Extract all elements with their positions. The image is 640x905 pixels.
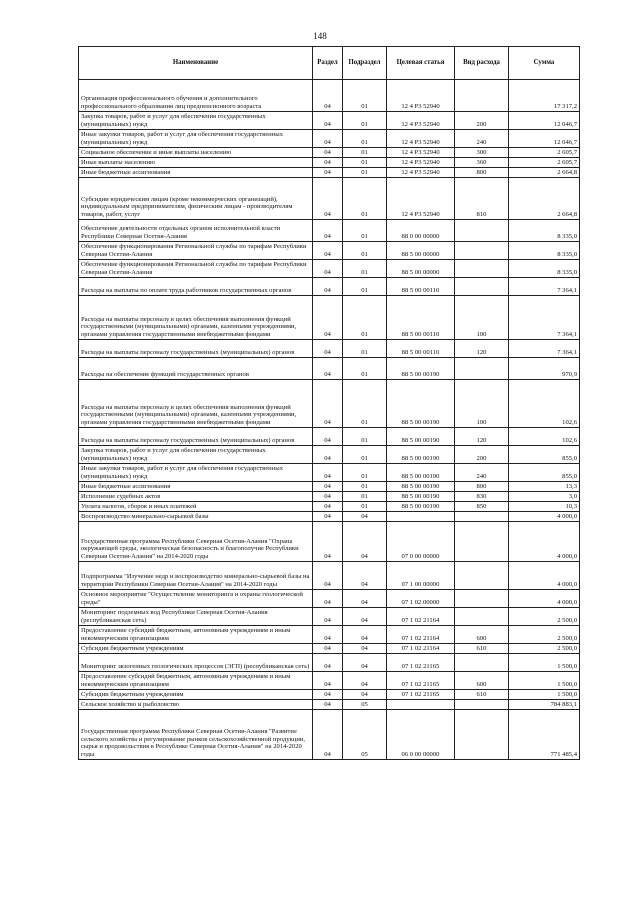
header-amount: Сумма [509,47,580,80]
row-target-article: 88 0 00 00000 [387,220,455,242]
row-target-article: 07 1 02 21165 [387,690,455,700]
row-section: 04 [313,522,343,562]
row-target-article: 88 5 00 00110 [387,340,455,358]
row-name: Мониторинг экзогенных геологических процессов (ЭГП) (республиканская сеть) [79,654,313,672]
row-target-article: 88 5 00 00000 [387,242,455,260]
table-row [79,112,580,130]
row-subsection: 01 [343,220,387,242]
row-subsection: 01 [343,178,387,220]
row-subsection: 01 [343,296,387,340]
row-amount: 4 000,0 [509,590,580,608]
row-section: 04 [313,492,343,502]
row-section: 04 [313,608,343,626]
row-target-article: 12 4 P3 52940 [387,148,455,158]
row-section: 04 [313,260,343,278]
row-section: 04 [313,428,343,446]
row-subsection: 01 [343,148,387,158]
row-subsection: 01 [343,112,387,130]
row-subsection: 01 [343,380,387,428]
row-target-article: 07 1 02 21165 [387,654,455,672]
row-target-article: 88 5 00 00110 [387,278,455,296]
row-amount: 1 500,0 [509,672,580,690]
row-name: Предоставление субсидий бюджетным, автономным учреждениям и иным некоммерческим организациям [79,626,313,644]
row-target-article: 07 0 00 00000 [387,522,455,562]
row-expense-type: 600 [455,626,509,644]
table-row [79,158,580,168]
row-amount: 784 883,1 [509,700,580,710]
table-header-row [79,47,580,80]
row-target-article: 07 1 02 21165 [387,672,455,690]
row-subsection: 04 [343,672,387,690]
table-row [79,130,580,148]
row-target-article: 07 1 02 21164 [387,626,455,644]
row-expense-type [455,512,509,522]
row-target-article: 88 5 00 00190 [387,482,455,492]
row-subsection: 01 [343,80,387,112]
row-expense-type [455,80,509,112]
row-name: Субсидии юридическим лицам (кроме некоммерческих организаций), индивидуальным предпринимателям, физическим лицам - производителям товаров, работ, услуг [79,178,313,220]
row-subsection: 04 [343,562,387,590]
row-subsection: 01 [343,278,387,296]
row-name: Обеспечение функционирования Региональной службы по тарифам Республики Северная Осетия-Алания [79,260,313,278]
row-amount: 2 500,0 [509,626,580,644]
row-section: 04 [313,512,343,522]
table-row [79,690,580,700]
row-expense-type [455,710,509,760]
table-row [79,358,580,380]
row-section: 04 [313,278,343,296]
row-name: Закупка товаров, работ и услуг для обеспечения государственных (муниципальных) нужд [79,446,313,464]
row-amount: 102,6 [509,380,580,428]
row-expense-type [455,590,509,608]
table-row [79,700,580,710]
row-expense-type: 830 [455,492,509,502]
row-target-article: 07 1 02 21164 [387,608,455,626]
row-target-article: 12 4 P3 52940 [387,158,455,168]
row-amount: 2 500,0 [509,608,580,626]
row-section: 04 [313,130,343,148]
row-subsection: 05 [343,700,387,710]
row-amount: 1 500,0 [509,690,580,700]
row-expense-type [455,608,509,626]
row-section: 04 [313,590,343,608]
table-row [79,260,580,278]
table-row [79,428,580,446]
row-subsection: 04 [343,522,387,562]
row-expense-type [455,358,509,380]
row-expense-type: 850 [455,502,509,512]
row-expense-type: 800 [455,168,509,178]
row-section: 04 [313,358,343,380]
row-name: Расходы на выплаты персоналу государственных (муниципальных) органов [79,340,313,358]
row-name: Иные бюджетные ассигнования [79,482,313,492]
table-row [79,278,580,296]
row-name: Иные выплаты населению [79,158,313,168]
row-subsection: 01 [343,464,387,482]
row-section: 04 [313,690,343,700]
row-name: Основное мероприятие "Осуществление мониторинга и охраны геологической среды" [79,590,313,608]
header-name: Наименование [79,47,313,80]
row-section: 04 [313,380,343,428]
row-amount: 3,0 [509,492,580,502]
row-section: 04 [313,654,343,672]
row-amount: 7 364,1 [509,296,580,340]
row-target-article: 07 1 02 00000 [387,590,455,608]
row-amount: 970,9 [509,358,580,380]
header-expense-type: Вид расхода [455,47,509,80]
row-section: 04 [313,502,343,512]
table-row [79,148,580,158]
table-row [79,522,580,562]
row-subsection: 04 [343,654,387,672]
row-target-article: 07 1 00 00000 [387,562,455,590]
row-amount: 13,3 [509,482,580,492]
row-target-article: 12 4 P3 52940 [387,130,455,148]
row-expense-type: 300 [455,148,509,158]
row-target-article: 88 5 00 00190 [387,358,455,380]
table-body [79,80,580,760]
row-name: Расходы на обеспечение функций государственных органов [79,358,313,380]
row-section: 04 [313,340,343,358]
row-expense-type [455,654,509,672]
row-subsection: 01 [343,502,387,512]
row-expense-type: 800 [455,482,509,492]
row-section: 04 [313,644,343,654]
row-section: 04 [313,220,343,242]
row-expense-type: 810 [455,178,509,220]
table-row [79,512,580,522]
row-amount: 1 500,0 [509,654,580,672]
row-section: 04 [313,296,343,340]
row-amount: 7 364,1 [509,278,580,296]
table-row [79,590,580,608]
row-subsection: 04 [343,512,387,522]
table-row [79,242,580,260]
row-target-article: 07 1 02 21164 [387,644,455,654]
row-amount: 7 364,1 [509,340,580,358]
header-section: Раздел [313,47,343,80]
row-name: Расходы на выплаты персоналу в целях обеспечения выполнения функций государственными (муниципальными) органами, казенными учреждениями, органами управления государственными внебюджетными фондами [79,296,313,340]
row-name: Сельское хозяйство и рыболовство [79,700,313,710]
row-subsection: 04 [343,626,387,644]
row-amount: 855,0 [509,446,580,464]
row-name: Подпрограмма "Изучение недр и воспроизводство минерально-сырьевой базы на территории Республики Северная Осетия-Алания" на 2014-2020 годы [79,562,313,590]
row-expense-type: 360 [455,158,509,168]
row-section: 04 [313,112,343,130]
header-subsection: Подраздел [343,47,387,80]
row-expense-type: 120 [455,340,509,358]
row-section: 04 [313,148,343,158]
table-row [79,446,580,464]
row-expense-type [455,522,509,562]
row-section: 04 [313,482,343,492]
row-expense-type: 240 [455,130,509,148]
row-subsection: 01 [343,482,387,492]
table-row [79,492,580,502]
row-target-article: 88 5 00 00190 [387,464,455,482]
table-row [79,502,580,512]
row-subsection: 01 [343,242,387,260]
row-target-article: 06 0 00 00000 [387,710,455,760]
row-target-article [387,700,455,710]
row-name: Расходы на выплаты персоналу в целях обеспечения выполнения функций государственными (муниципальными) органами, казенными учреждениями, органами управления государственными внебюджетными фондами [79,380,313,428]
row-amount: 2 500,0 [509,644,580,654]
row-expense-type: 120 [455,428,509,446]
row-target-article: 88 5 00 00190 [387,380,455,428]
row-expense-type [455,562,509,590]
row-section: 04 [313,178,343,220]
row-section: 04 [313,446,343,464]
row-expense-type: 200 [455,112,509,130]
table-row [79,672,580,690]
row-subsection: 04 [343,644,387,654]
row-amount: 2 605,7 [509,158,580,168]
row-subsection: 04 [343,608,387,626]
row-amount: 4 000,0 [509,562,580,590]
table-row [79,380,580,428]
row-expense-type: 610 [455,690,509,700]
row-section: 04 [313,626,343,644]
row-section: 04 [313,710,343,760]
row-amount: 2 664,8 [509,168,580,178]
row-expense-type: 600 [455,672,509,690]
row-name: Расходы на выплаты по оплате труда работников государственных органов [79,278,313,296]
table-row [79,644,580,654]
row-subsection: 04 [343,690,387,700]
row-amount: 8 335,0 [509,260,580,278]
row-subsection: 01 [343,130,387,148]
row-subsection: 01 [343,158,387,168]
row-subsection: 01 [343,168,387,178]
row-amount: 2 605,7 [509,148,580,158]
row-expense-type: 610 [455,644,509,654]
row-target-article: 88 5 00 00000 [387,260,455,278]
row-name: Воспроизводство минерально-сырьевой базы [79,512,313,522]
row-name: Организация профессионального обучения и дополнительного профессионального образования лиц предпенсионного возраста [79,80,313,112]
row-section: 04 [313,158,343,168]
row-name: Субсидии бюджетным учреждениям [79,690,313,700]
table-row [79,608,580,626]
table-row [79,340,580,358]
row-name: Обеспечение деятельности отдельных органов исполнительной власти Республики Северная Осетия-Алания [79,220,313,242]
table-row [79,464,580,482]
row-name: Иные закупки товаров, работ и услуг для обеспечения государственных (муниципальных) нужд [79,464,313,482]
table-row [79,482,580,492]
row-amount: 102,6 [509,428,580,446]
row-expense-type [455,242,509,260]
row-subsection: 01 [343,446,387,464]
row-name: Субсидии бюджетным учреждениям [79,644,313,654]
row-name: Закупка товаров, работ и услуг для обеспечения государственных (муниципальных) нужд [79,112,313,130]
row-name: Мониторинг подземных вод Республики Северная Осетия-Алания (республиканская сеть) [79,608,313,626]
row-target-article [387,512,455,522]
row-name: Иные бюджетные ассигнования [79,168,313,178]
row-subsection: 01 [343,492,387,502]
row-name: Исполнение судебных актов [79,492,313,502]
row-amount: 771 485,4 [509,710,580,760]
row-subsection: 05 [343,710,387,760]
row-amount: 8 335,0 [509,242,580,260]
row-subsection: 01 [343,358,387,380]
row-subsection: 04 [343,590,387,608]
row-section: 04 [313,562,343,590]
row-target-article: 88 5 00 00190 [387,428,455,446]
row-section: 04 [313,242,343,260]
row-amount: 4 000,0 [509,522,580,562]
row-subsection: 01 [343,340,387,358]
row-expense-type [455,278,509,296]
row-amount: 12 046,7 [509,130,580,148]
row-target-article: 88 5 00 00110 [387,296,455,340]
table-row [79,168,580,178]
row-section: 04 [313,168,343,178]
table-row [79,626,580,644]
row-expense-type [455,700,509,710]
table-row [79,296,580,340]
row-name: Предоставление субсидий бюджетным, автономным учреждениям и иным некоммерческим организациям [79,672,313,690]
row-expense-type [455,260,509,278]
header-target-article: Целевая статья [387,47,455,80]
row-target-article: 12 4 P3 52940 [387,178,455,220]
row-name: Расходы на выплаты персоналу государственных (муниципальных) органов [79,428,313,446]
row-target-article: 12 4 P3 52940 [387,168,455,178]
row-amount: 10,3 [509,502,580,512]
row-amount: 12 046,7 [509,112,580,130]
row-name: Иные закупки товаров, работ и услуг для обеспечения государственных (муниципальных) нужд [79,130,313,148]
table-row [79,710,580,760]
row-subsection: 01 [343,428,387,446]
table-row [79,80,580,112]
row-name: Уплата налогов, сборов и иных платежей [79,502,313,512]
page-number: 148 [313,31,327,41]
row-expense-type: 240 [455,464,509,482]
budget-table [78,46,580,760]
row-amount: 4 000,0 [509,512,580,522]
table-row [79,220,580,242]
row-name: Обеспечение функционирования Региональной службы по тарифам Республики Северная Осетия-Алания [79,242,313,260]
row-subsection: 01 [343,260,387,278]
row-amount: 855,0 [509,464,580,482]
row-amount: 8 335,0 [509,220,580,242]
row-expense-type: 100 [455,380,509,428]
row-expense-type [455,220,509,242]
table-row [79,654,580,672]
row-target-article: 88 5 00 00190 [387,492,455,502]
row-expense-type: 100 [455,296,509,340]
row-section: 04 [313,80,343,112]
row-name: Государственная программа Республики Северная Осетия-Алания "Охрана окружающей среды, экологическая безопасность и благополучие Республики Северная Осетия-Алания" на 2014-2020 годы [79,522,313,562]
row-amount: 2 664,8 [509,178,580,220]
row-expense-type: 200 [455,446,509,464]
table-row [79,178,580,220]
row-target-article: 88 5 00 00190 [387,502,455,512]
row-amount: 17 317,2 [509,80,580,112]
row-target-article: 88 5 00 00190 [387,446,455,464]
row-section: 04 [313,700,343,710]
table-row [79,562,580,590]
row-section: 04 [313,464,343,482]
row-section: 04 [313,672,343,690]
row-target-article: 12 4 P3 52940 [387,112,455,130]
row-target-article: 12 4 P3 52940 [387,80,455,112]
row-name: Социальное обеспечение и иные выплаты населению [79,148,313,158]
row-name: Государственная программа Республики Северная Осетия-Алания "Развитие сельского хозяйства и регулирование рынков сельскохозяйственной продукции, сырья и продовольствия в Республике Северная Осетия-Алания" на 2014-2020 годы [79,710,313,760]
